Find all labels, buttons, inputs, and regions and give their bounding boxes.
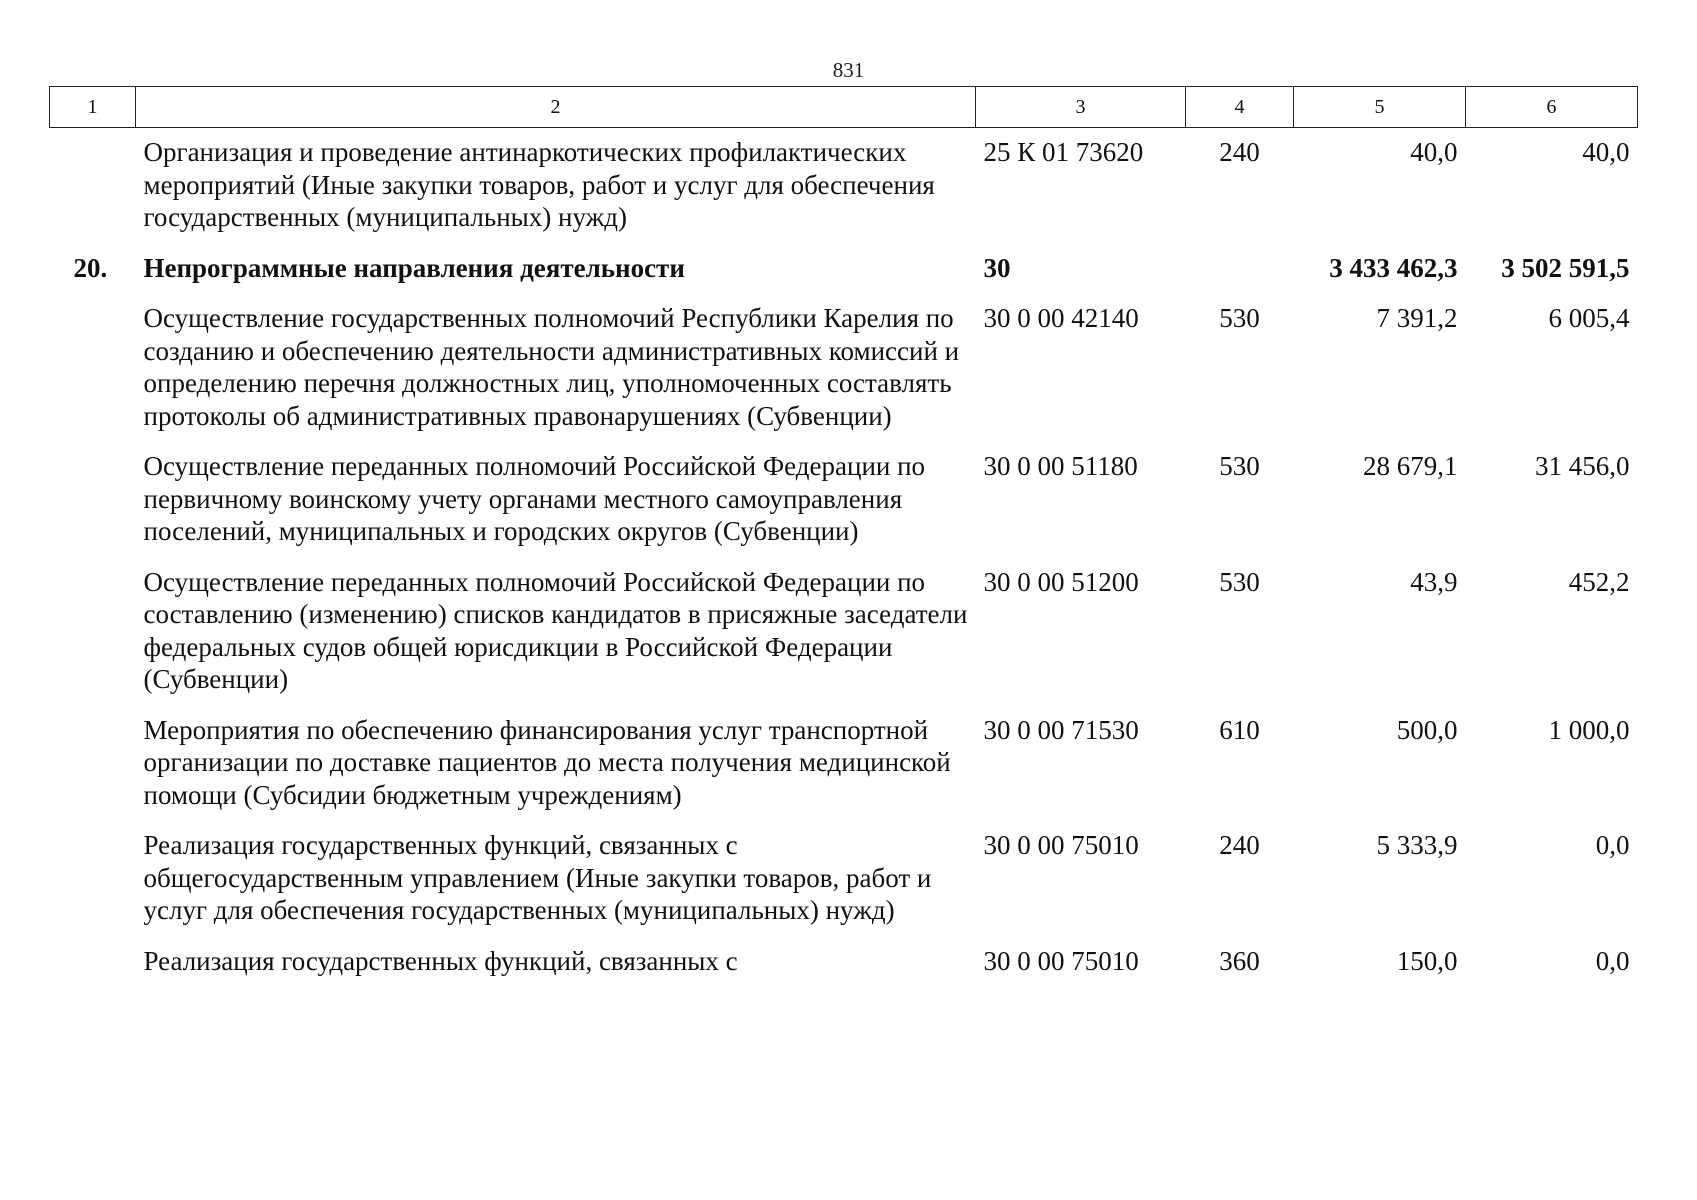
row-amount-2: 452,2 xyxy=(1568,566,1630,597)
row-name: Мероприятия по обеспечению финансирования услуг транспортной организации по доставке пациентов до места получения медицинской помощи (Субсидии бюджетным учреждениям) xyxy=(143,714,951,810)
table-header xyxy=(50,87,1638,128)
table-row xyxy=(50,824,1638,940)
column-header-number: 1 xyxy=(50,87,136,128)
row-amount-2: 40,0 xyxy=(1582,137,1630,167)
row-amount-1: 5 333,9 xyxy=(1376,830,1458,860)
row-number xyxy=(50,445,136,561)
row-number xyxy=(50,824,136,940)
row-number xyxy=(50,297,136,445)
column-header-amount-1: 5 xyxy=(1294,87,1466,128)
row-type: 530 xyxy=(1219,566,1260,597)
column-header-name: 2 xyxy=(136,87,976,128)
row-type: 240 xyxy=(1219,830,1260,860)
table-row xyxy=(50,128,1638,247)
row-amount-2: 6 005,4 xyxy=(1548,303,1630,333)
row-amount-1: 150,0 xyxy=(1396,945,1458,976)
row-code: 30 0 00 75010 xyxy=(983,945,1139,976)
row-number xyxy=(50,128,136,247)
row-type: 240 xyxy=(1219,137,1260,167)
row-amount-2: 3 502 591,5 xyxy=(1501,252,1630,283)
row-type xyxy=(1186,247,1294,298)
row-amount-1: 3 433 462,3 xyxy=(1329,252,1458,283)
row-name: Непрограммные направления деятельности xyxy=(143,252,685,283)
table-row xyxy=(50,940,1638,991)
row-number xyxy=(50,561,136,709)
row-name: Реализация государственных функций, связанных с общегосударственным управлением (Иные закупки товаров, работ и услуг для обеспечения государственных (муниципальных) нужд) xyxy=(143,830,932,925)
row-code: 25 К 01 73620 xyxy=(983,137,1144,167)
row-amount-2: 31 456,0 xyxy=(1535,451,1630,481)
row-number xyxy=(50,709,136,825)
table-row xyxy=(50,709,1638,825)
row-amount-1: 28 679,1 xyxy=(1363,451,1458,481)
row-number xyxy=(50,940,136,991)
column-header-amount-2: 6 xyxy=(1466,87,1638,128)
row-amount-1: 40,0 xyxy=(1410,137,1458,167)
row-code: 30 0 00 42140 xyxy=(983,303,1139,333)
row-code: 30 0 00 51200 xyxy=(983,566,1139,597)
row-type: 610 xyxy=(1219,714,1260,745)
row-code: 30 0 00 75010 xyxy=(983,830,1139,860)
row-name: Организация и проведение антинаркотических профилактических мероприятий (Иные закупки товаров, работ и услуг для обеспечения государственных (муниципальных) нужд) xyxy=(143,137,935,232)
budget-table xyxy=(49,86,1638,990)
row-amount-1: 500,0 xyxy=(1396,714,1458,745)
row-amount-2: 0,0 xyxy=(1595,945,1630,976)
header-row xyxy=(50,87,1638,128)
row-code: 30 0 00 71530 xyxy=(983,714,1139,745)
table-body xyxy=(50,128,1638,991)
row-amount-2: 1 000,0 xyxy=(1548,714,1630,745)
table-row xyxy=(50,445,1638,561)
row-number: 20. xyxy=(73,252,108,283)
row-name: Осуществление переданных полномочий Российской Федерации по составлению (изменению) списков кандидатов в присяжные заседатели федеральных судов общей юрисдикции в Российской Федерации (Субвенции) xyxy=(143,566,968,694)
row-name: Реализация государственных функций, связанных с xyxy=(143,945,738,976)
section-row xyxy=(50,247,1638,298)
row-code: 30 xyxy=(983,252,1011,283)
column-header-type: 4 xyxy=(1186,87,1294,128)
row-type: 360 xyxy=(1219,945,1260,976)
row-code: 30 0 00 51180 xyxy=(983,451,1138,481)
table-row xyxy=(50,561,1638,709)
row-name: Осуществление государственных полномочий Республики Карелия по созданию и обеспечению деятельности административных комиссий и определению перечня должностных лиц, уполномоченных составлять протоколы об административных правонарушениях (Субвенции) xyxy=(143,303,960,431)
row-type: 530 xyxy=(1219,303,1260,333)
table-row xyxy=(50,297,1638,445)
row-amount-1: 7 391,2 xyxy=(1376,303,1458,333)
row-name: Осуществление переданных полномочий Российской Федерации по первичному воинскому учету органами местного самоуправления поселений, муниципальных и городских округов (Субвенции) xyxy=(143,451,926,546)
row-amount-1: 43,9 xyxy=(1410,566,1458,597)
page-number: 831 xyxy=(832,58,865,82)
column-header-code: 3 xyxy=(976,87,1186,128)
row-type: 530 xyxy=(1219,451,1260,481)
row-amount-2: 0,0 xyxy=(1595,830,1630,860)
